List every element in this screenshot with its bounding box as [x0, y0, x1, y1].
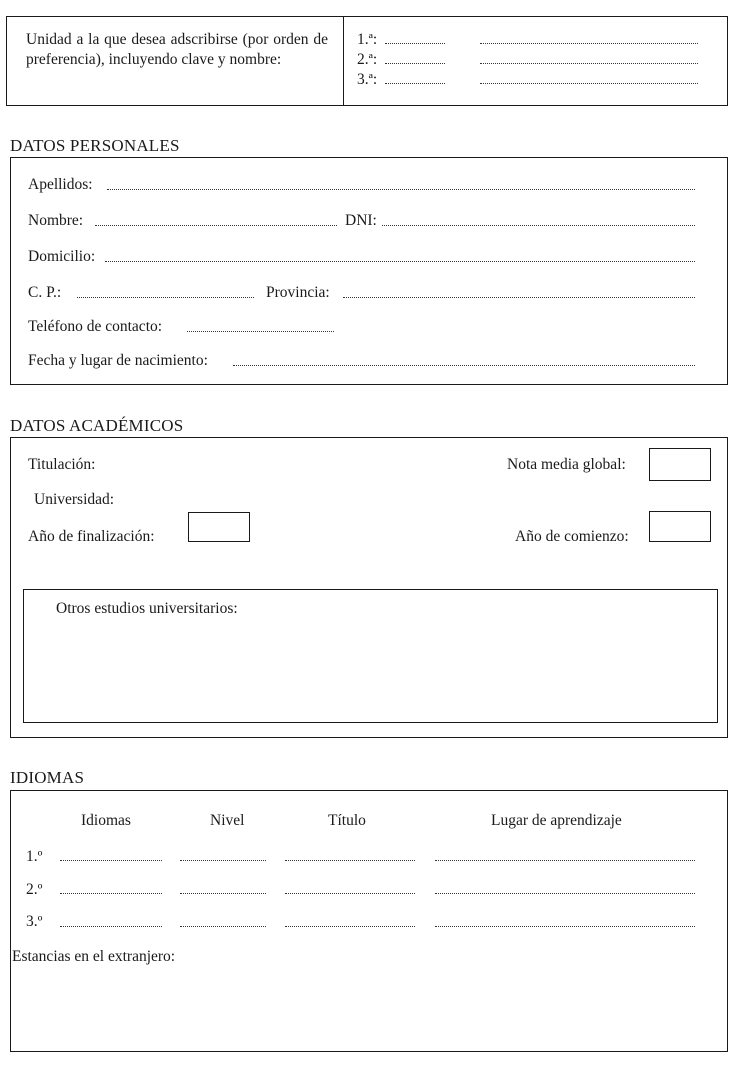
- col-titulo: Título: [328, 812, 366, 829]
- unit-option-2-label: 2.ª:: [357, 51, 378, 68]
- unit-divider: [343, 16, 344, 106]
- unit-option-2-code[interactable]: [385, 63, 445, 64]
- lang-row-2-label: 2.º: [26, 881, 43, 898]
- col-lugar: Lugar de aprendizaje: [491, 812, 622, 829]
- fecha-label: Fecha y lugar de nacimiento:: [28, 352, 208, 369]
- lang-row-3-nivel[interactable]: [180, 926, 266, 927]
- lang-row-1-label: 1.º: [26, 848, 43, 865]
- nombre-field[interactable]: [95, 225, 337, 226]
- lang-row-1-idioma[interactable]: [60, 860, 162, 861]
- nota-input[interactable]: [649, 448, 711, 481]
- nota-label: Nota media global:: [507, 456, 626, 473]
- telefono-field[interactable]: [187, 331, 334, 332]
- estancias-label: Estancias en el extranjero:: [12, 948, 176, 965]
- cp-field[interactable]: [77, 297, 254, 298]
- lang-row-3-lugar[interactable]: [435, 926, 695, 927]
- unit-option-3-name[interactable]: [480, 83, 698, 84]
- lang-row-2-lugar[interactable]: [435, 893, 695, 894]
- col-nivel: Nivel: [210, 812, 245, 829]
- lang-row-3-idioma[interactable]: [60, 926, 162, 927]
- comienzo-input[interactable]: [649, 511, 711, 542]
- provincia-field[interactable]: [343, 297, 695, 298]
- academic-heading: DATOS ACADÉMICOS: [10, 416, 184, 435]
- unit-option-1-name[interactable]: [480, 43, 698, 44]
- provincia-label: Provincia:: [266, 284, 330, 301]
- titulacion-label: Titulación:: [28, 456, 96, 473]
- unit-option-3-code[interactable]: [385, 83, 445, 84]
- lang-row-1-lugar[interactable]: [435, 860, 695, 861]
- nombre-label: Nombre:: [28, 212, 84, 229]
- apellidos-label: Apellidos:: [28, 176, 93, 193]
- dni-field[interactable]: [382, 225, 695, 226]
- unit-option-1-label: 1.ª:: [357, 31, 378, 48]
- lang-row-1-titulo[interactable]: [285, 860, 415, 861]
- languages-heading: IDIOMAS: [10, 768, 85, 787]
- lang-row-1-nivel[interactable]: [180, 860, 266, 861]
- fin-label: Año de finalización:: [28, 528, 155, 545]
- fin-input[interactable]: [188, 512, 250, 542]
- telefono-label: Teléfono de contacto:: [28, 318, 163, 335]
- lang-row-2-nivel[interactable]: [180, 893, 266, 894]
- apellidos-field[interactable]: [107, 189, 695, 190]
- lang-row-2-idioma[interactable]: [60, 893, 162, 894]
- universidad-label: Universidad:: [34, 491, 115, 508]
- dni-label: DNI:: [345, 212, 377, 229]
- unit-option-2-name[interactable]: [480, 63, 698, 64]
- domicilio-field[interactable]: [105, 261, 695, 262]
- unit-option-1-code[interactable]: [385, 43, 445, 44]
- fecha-field[interactable]: [233, 365, 695, 366]
- unit-option-3-label: 3.ª:: [357, 71, 378, 88]
- cp-label: C. P.:: [28, 284, 62, 301]
- lang-row-3-label: 3.º: [26, 913, 43, 930]
- unit-question: Unidad a la que desea adscribirse (por orden de preferencia), incluyendo clave y nombre:: [26, 31, 328, 68]
- col-idiomas: Idiomas: [81, 812, 131, 829]
- lang-row-3-titulo[interactable]: [285, 926, 415, 927]
- personal-box: [10, 157, 728, 385]
- domicilio-label: Domicilio:: [28, 248, 96, 265]
- estancias-area[interactable]: [12, 970, 724, 1048]
- otros-label: Otros estudios universitarios:: [56, 600, 238, 617]
- personal-heading: DATOS PERSONALES: [10, 136, 180, 155]
- lang-row-2-titulo[interactable]: [285, 893, 415, 894]
- comienzo-label: Año de comienzo:: [515, 528, 629, 545]
